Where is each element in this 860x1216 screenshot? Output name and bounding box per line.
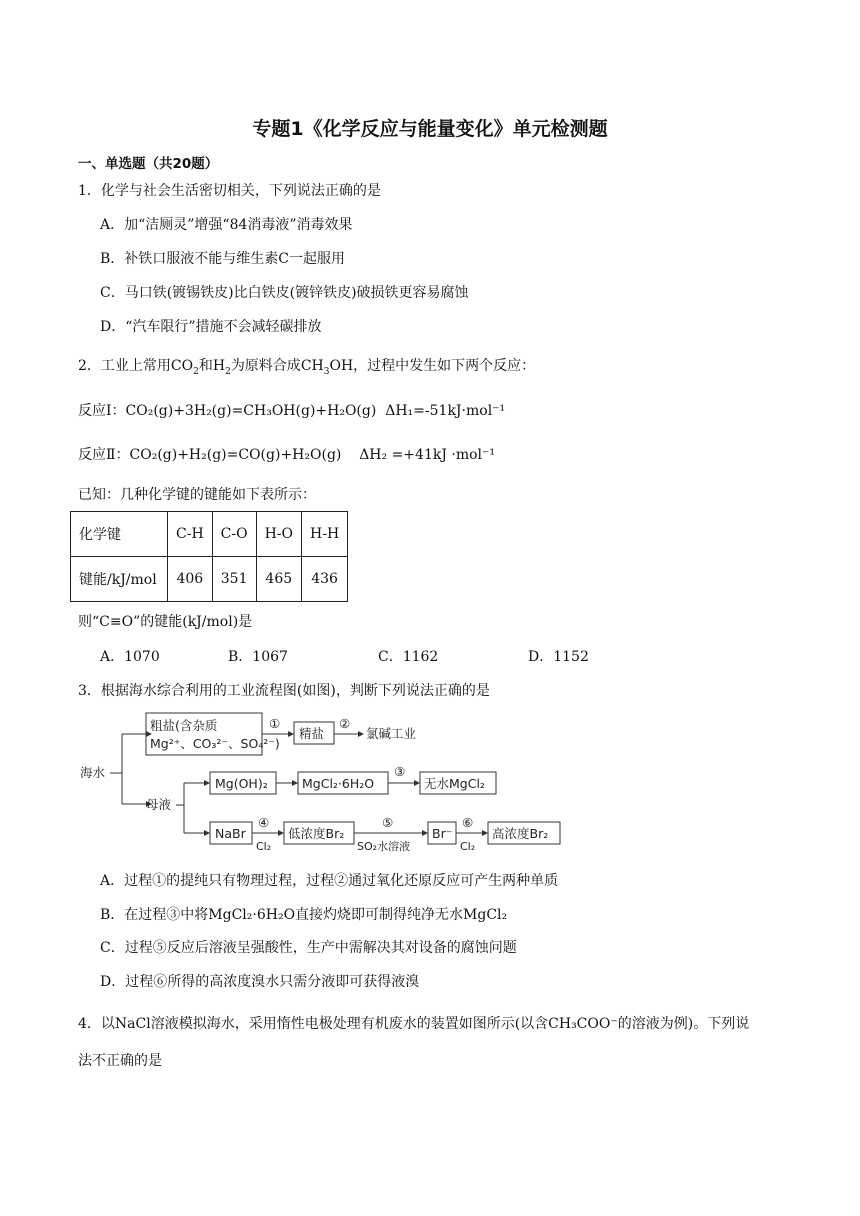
flow-seawater: 海水 — [80, 765, 106, 780]
flow-step-5: ⑤ — [382, 815, 394, 830]
flow-arrowhead — [278, 830, 284, 836]
table-cell: 化学键 — [71, 512, 168, 557]
table-cell: H-O — [256, 512, 301, 557]
q3-option-b: B．在过程③中将MgCl₂·6H₂O直接灼烧即可制得纯净无水MgCl₂ — [100, 907, 508, 923]
q2-stem: 2．工业上常用$CO_2$和$H_2$为原料合成$CH_3OH$，过程中发生如下两个反应： — [78, 358, 536, 377]
q1-option-d: D．“汽车限行”措施不会减轻碳排放 — [100, 319, 322, 335]
q1-option-c: C．马口铁(镀锡铁皮)比白铁皮(镀锌铁皮)破损铁更容易腐蚀 — [100, 285, 469, 301]
table-cell: 键能/kJ/mol — [71, 557, 168, 602]
flow-arrowhead — [204, 830, 210, 836]
flow-cl2-a: Cl₂ — [256, 840, 272, 853]
flow-step-3: ③ — [394, 764, 406, 779]
flow-step-6: ⑥ — [462, 815, 474, 830]
q4-stem-line-1: 4．以NaCl溶液模拟海水，采用惰性电极处理有机废水的装置如图所示(以含CH₃COO⁻的溶液为例)。下列说 — [78, 1016, 750, 1032]
flow-mgoh2: Mg(OH)₂ — [215, 776, 268, 791]
q2-ask: 则“C≡O”的键能(kJ/mol)是 — [78, 614, 253, 630]
reaction-1-enthalpy: ΔH₁=-51kJ·mol⁻¹ — [385, 403, 506, 419]
q2-option-c: C．1162 — [378, 649, 439, 665]
flow-nabr: NaBr — [215, 826, 246, 841]
q2-stem-suffix: ，过程中发生如下两个反应： — [353, 358, 536, 374]
reaction-1-equation: CO₂(g)+3H₂(g)=CH₃OH(g)+H₂O(g) — [125, 403, 377, 419]
q4-stem-line-2: 法不正确的是 — [78, 1053, 162, 1069]
table-cell: 406 — [168, 557, 213, 602]
page-title: 专题1《化学反应与能量变化》单元检测题 — [252, 118, 608, 140]
q3-option-d: D．过程⑥所得的高浓度溴水只需分液即可获得液溴 — [100, 974, 420, 990]
flow-arrowhead — [292, 780, 298, 786]
flow-so2-solution: SO₂水溶液 — [357, 840, 411, 853]
table-cell: 351 — [212, 557, 256, 602]
q2-and: 和 — [198, 358, 213, 374]
flow-refined-salt: 精盐 — [299, 726, 325, 741]
flow-arrowhead — [288, 731, 294, 737]
q2-reaction-1 — [78, 400, 505, 420]
q2-co2: CO — [170, 358, 194, 374]
q2-option-d: D．1152 — [528, 649, 589, 665]
table-cell: H-H — [302, 512, 348, 557]
flow-anhydrous-mgcl2: 无水MgCl₂ — [424, 776, 485, 791]
reaction-1-label: 反应Ⅰ： — [78, 403, 126, 419]
q3-option-c: C．过程⑤反应后溶液呈强酸性，生产中需解决其对设备的腐蚀问题 — [100, 940, 517, 956]
table-cell: C-H — [168, 512, 213, 557]
flow-mgcl2-hydrate: MgCl₂·6H₂O — [302, 776, 375, 791]
reaction-2-label: 反应Ⅱ： — [78, 447, 130, 463]
q2-option-b: B．1067 — [228, 649, 288, 665]
flow-arrowhead — [422, 830, 428, 836]
q1-option-a: A．加“洁厕灵”增强“84消毒液”消毒效果 — [100, 217, 353, 233]
flow-arrowhead — [482, 830, 488, 836]
flow-crude-salt-1: 粗盐(含杂质 — [150, 718, 218, 733]
flow-crude-salt-2: Mg²⁺、CO₃²⁻、SO₄²⁻) — [150, 736, 280, 751]
q2-ch3oh-a: CH — [300, 358, 324, 374]
flow-arrowhead — [204, 780, 210, 786]
reaction-2-equation: CO₂(g)+H₂(g)=CO(g)+H₂O(g) — [129, 447, 342, 463]
q3-stem: 3．根据海水综合利用的工业流程图(如图)，判断下列说法正确的是 — [78, 683, 490, 699]
q2-known: 已知：几种化学键的键能如下表所示： — [78, 487, 316, 503]
q2-option-a: A．1070 — [100, 649, 160, 665]
table-row — [71, 512, 348, 557]
table-row — [71, 557, 348, 602]
flow-arrowhead — [414, 780, 420, 786]
flow-step-1: ① — [269, 716, 281, 731]
q3-option-a: A．过程①的提纯只有物理过程，过程②通过氧化还原反应可产生两种单质 — [100, 873, 559, 889]
flow-mother-liquor: 母液 — [146, 797, 172, 812]
q2-stem-mid: 为原料合成 — [230, 358, 301, 374]
q2-stem-prefix: 2．工业上常用 — [78, 358, 171, 374]
table-cell: 436 — [302, 557, 348, 602]
table-cell: C-O — [212, 512, 256, 557]
q2-h2: H — [212, 358, 226, 374]
flow-high-br2: 高浓度Br₂ — [492, 826, 549, 841]
q2-ch3oh-b: OH — [329, 358, 354, 374]
flow-step-4: ④ — [258, 815, 270, 830]
flow-step-2: ② — [339, 716, 351, 731]
section-heading: 一、单选题（共20题） — [78, 156, 219, 172]
flow-low-br2: 低浓度Br₂ — [288, 826, 345, 841]
reaction-2-enthalpy: ΔH₂ =+41kJ ·mol⁻¹ — [359, 447, 496, 463]
q1-option-b: B．补铁口服液不能与维生素C一起服用 — [100, 251, 345, 267]
flow-cl2-b: Cl₂ — [460, 840, 476, 853]
flow-br-ion: Br⁻ — [432, 826, 453, 841]
flow-chlor-alkali: 氯碱工业 — [366, 726, 417, 741]
q2-reaction-2 — [78, 444, 495, 464]
q1-stem: 1．化学与社会生活密切相关，下列说法正确的是 — [78, 183, 381, 199]
seawater-flow-diagram — [80, 708, 580, 858]
table-cell: 465 — [256, 557, 301, 602]
bond-energy-table — [70, 511, 348, 602]
flow-arrowhead — [358, 731, 364, 737]
